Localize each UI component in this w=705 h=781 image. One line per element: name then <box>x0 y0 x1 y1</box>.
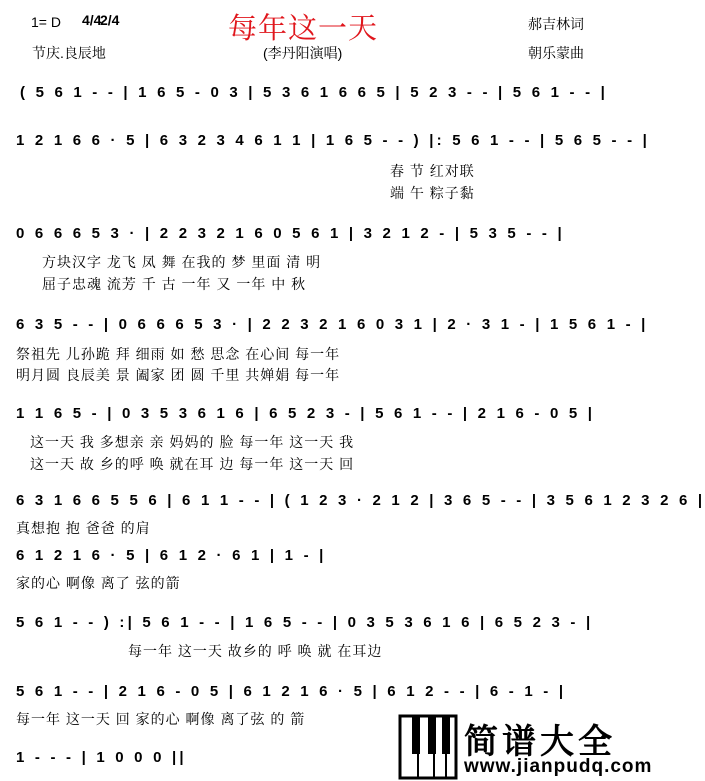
lyrics-verse-1: 春 节 红对联 <box>390 163 475 179</box>
lyrics-verse-1: 每一年 这一天 回 家的心 啊像 离了弦 的 箭 <box>16 711 306 727</box>
notes-line: 5 6 1 - - | 2 1 6 - 0 5 | 6 1 2 1 6 · 5 | 6 1 2 - - | 6 - 1 - | <box>16 683 567 700</box>
lyrics-verse-1: 家的心 啊像 离了 弦的箭 <box>16 575 181 591</box>
lyricist-credit: 郝吉林词 <box>528 16 584 32</box>
notes-line: 5 6 1 - - ) :| 5 6 1 - - | 1 6 5 - - | 0 3 5 3 6 1 6 | 6 5 2 3 - | <box>16 614 594 631</box>
notes-line: 6 1 2 1 6 · 5 | 6 1 2 · 6 1 | 1 - | <box>16 547 327 564</box>
notes-line: 6 3 1 6 6 5 5 6 | 6 1 1 - - | ( 1 2 3 · 2 1 2 | 3 6 5 - - | 3 5 6 1 2 3 2 6 | <box>16 492 705 509</box>
logo-url: www.jianpudq.com <box>464 756 653 777</box>
notes-line: 1 - - - | 1 0 0 0 || <box>16 749 187 766</box>
lyrics-verse-2: 明月圆 良辰美 景 阖家 团 圆 千里 共婵娟 每一年 <box>16 367 341 383</box>
lyrics-verse-1: 每一年 这一天 故乡的 呼 唤 就 在耳边 <box>128 643 383 659</box>
composer-credit: 朝乐蒙曲 <box>528 45 584 61</box>
lyrics-verse-1: 这一天 我 多想亲 亲 妈妈的 脸 每一年 这一天 我 <box>30 434 355 450</box>
site-logo <box>398 712 653 781</box>
key-signature: 1= D <box>31 14 61 30</box>
logo-name: 简谱大全 <box>464 723 616 761</box>
piano-logo-icon <box>398 712 458 781</box>
time-signature-1: 4/4 <box>82 12 102 28</box>
song-title: 每年这一天 <box>228 13 379 45</box>
time-signature-2: 2/4 <box>100 12 120 28</box>
lyrics-verse-2: 这一天 故 乡的呼 唤 就在耳 边 每一年 这一天 回 <box>30 456 355 472</box>
notes-line: 0 6 6 6 5 3 · | 2 2 3 2 1 6 0 5 6 1 | 3 2 1 2 - | 5 3 5 - - | <box>16 225 565 242</box>
lyrics-verse-2: 端 午 粽子黏 <box>390 185 475 201</box>
tempo-marking: 节庆.良辰地 <box>32 45 106 61</box>
lyrics-verse-2: 屈子忠魂 流芳 千 古 一年 又 一年 中 秋 <box>42 276 307 292</box>
notes-line: 1 1 6 5 - | 0 3 5 3 6 1 6 | 6 5 2 3 - | 5 6 1 - - | 2 1 6 - 0 5 | <box>16 405 596 422</box>
lyrics-verse-1: 祭祖先 儿孙跪 拜 细雨 如 愁 思念 在心间 每一年 <box>16 346 341 362</box>
singer-credit: (李丹阳演唱) <box>263 45 343 61</box>
notes-line: ( 5 6 1 - - | 1 6 5 - 0 3 | 5 3 6 1 6 6 5 | 5 2 3 - - | 5 6 1 - - | <box>20 84 609 101</box>
notes-line: 1 2 1 6 6 · 5 | 6 3 2 3 4 6 1 1 | 1 6 5 - - ) |: 5 6 1 - - | 5 6 5 - - | <box>16 132 651 149</box>
lyrics-verse-1: 方块汉字 龙飞 凤 舞 在我的 梦 里面 清 明 <box>42 254 322 270</box>
notes-line: 6 3 5 - - | 0 6 6 6 5 3 · | 2 2 3 2 1 6 0 3 1 | 2 · 3 1 - | 1 5 6 1 - | <box>16 316 649 333</box>
lyrics-verse-1: 真想抱 抱 爸爸 的肩 <box>16 520 151 536</box>
